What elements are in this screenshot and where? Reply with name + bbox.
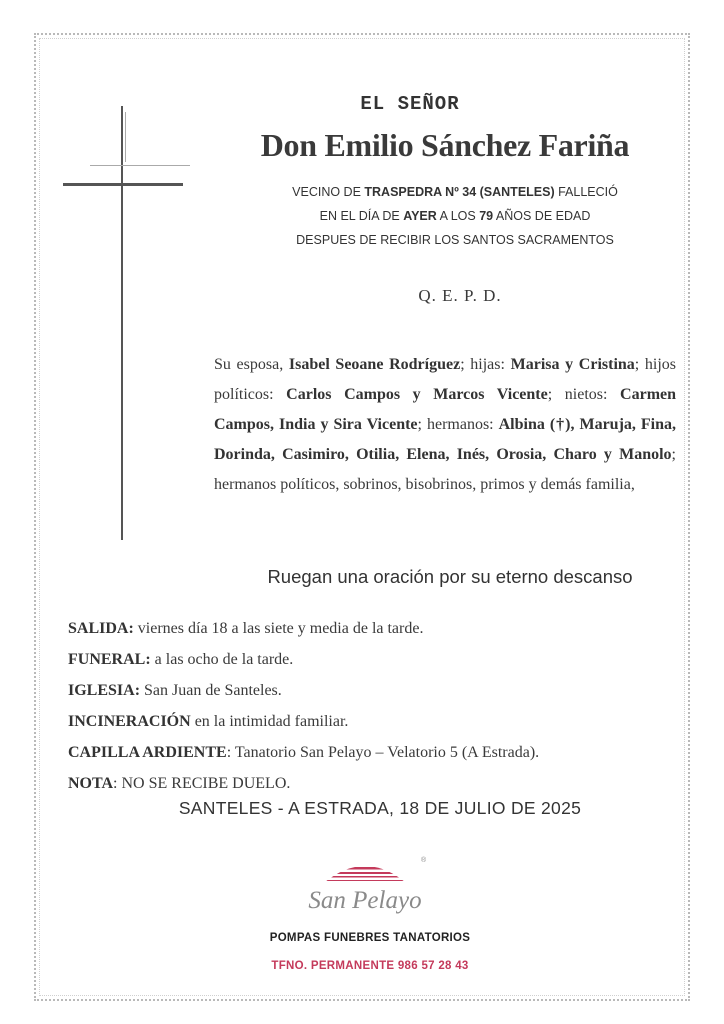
place-date: SANTELES - A ESTRADA, 18 DE JULIO DE 2025 bbox=[178, 798, 582, 818]
detail-funeral: FUNERAL: a las ocho de la tarde. bbox=[68, 651, 294, 668]
detail-iglesia: IGLESIA: San Juan de Santeles. bbox=[68, 682, 282, 699]
company-name: POMPAS FUNEBRES TANATORIOS bbox=[269, 932, 471, 944]
logo-sunrise-icon bbox=[315, 852, 415, 881]
qepd: Q. E. P. D. bbox=[418, 286, 502, 305]
detail-nota: NOTA: NO SE RECIBE DUELO. bbox=[68, 775, 291, 792]
ceremony-details bbox=[68, 613, 688, 799]
logo-text: San Pelayo bbox=[308, 887, 422, 914]
family-list: Su esposa, Isabel Seoane Rodríguez; hijas: Marisa y Cristina; hijos políticos: Carlos Campos y Marcos Vicente; nietos: Carmen Campos, India y Sira Vicente; hermanos: Albina (†), Maruja, Fina, Dorinda, Casimiro, Otilia, Elena, Inés, Orosia, Charo y Manolo; hermanos políticos, sobrinos, bisobrinos, primos y demás familia, bbox=[214, 356, 677, 493]
detail-incineracion: INCINERACIÓN en la intimidad familiar. bbox=[68, 713, 349, 730]
prayer-request: Ruegan una oración por su eterno descanso bbox=[267, 566, 633, 587]
info-line-2: EN EL DÍA DE AYER A LOS 79 AÑOS DE EDAD bbox=[319, 209, 591, 223]
residence-info bbox=[240, 180, 670, 252]
title-el-senor: EL SEÑOR bbox=[360, 93, 460, 115]
detail-salida: SALIDA: viernes día 18 a las siete y media de la tarde. bbox=[68, 620, 424, 637]
cross-shadow-line bbox=[125, 112, 126, 162]
san-pelayo-logo bbox=[295, 852, 435, 920]
company-phone: TFNO. PERMANENTE 986 57 28 43 bbox=[271, 960, 469, 972]
cross-icon bbox=[121, 106, 123, 540]
cross-shadow-bar bbox=[90, 165, 190, 166]
deceased-name: Don Emilio Sánchez Fariña bbox=[260, 127, 630, 163]
registered-mark: ® bbox=[421, 857, 427, 864]
info-line-1: VECINO DE TRASPEDRA Nº 34 (SANTELES) FALLECIÓ bbox=[292, 185, 618, 199]
info-line-3: DESPUES DE RECIBIR LOS SANTOS SACRAMENTOS bbox=[296, 233, 614, 247]
detail-capilla: CAPILLA ARDIENTE: Tanatorio San Pelayo – Velatorio 5 (A Estrada). bbox=[68, 744, 540, 761]
cross-bar bbox=[63, 183, 183, 186]
